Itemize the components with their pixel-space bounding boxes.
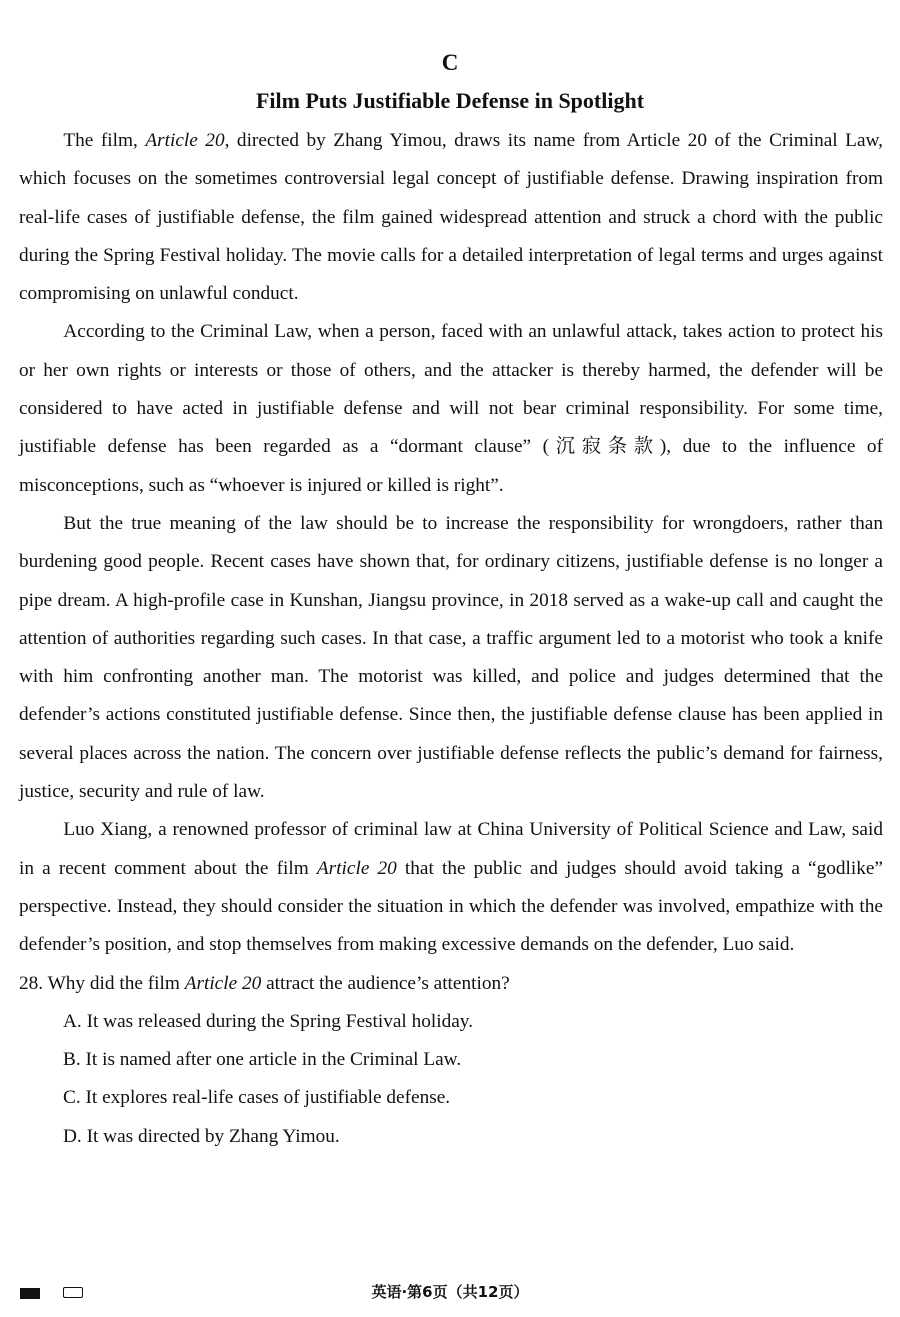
- option-c[interactable]: [19, 1079, 883, 1117]
- text-segment: that the public and judges should avoid taking a “godlike” perspective. Instead, they should consider the situation in which the defender was involved, empathize with the defender’s position, and stop themselves from making excessive demands on the defender, Luo said.: [19, 857, 883, 956]
- film-title-italic: Article 20: [145, 130, 225, 151]
- option-text: It explores real-life cases of justifiable defense.: [85, 1087, 451, 1109]
- paragraph-2: [19, 313, 883, 504]
- option-label: D.: [63, 1125, 82, 1147]
- text-segment: , directed by Zhang Yimou, draws its name from Article 20 of the Criminal Law, which focuses on the sometimes controversial legal concept of justifiable defense. Drawing inspiration from real-life cases of justifiable defense, the film gained widespread attention and struck a chord with the public during the Spring Festival holiday. The movie calls for a detailed interpretation of legal terms and urges against compromising on unlawful conduct.: [19, 130, 883, 305]
- option-a[interactable]: [19, 1003, 883, 1041]
- option-text: It was directed by Zhang Yimou.: [86, 1125, 340, 1147]
- page-number-label: 英语·第6页（共12页）: [371, 1283, 529, 1301]
- article-body: [19, 122, 883, 1156]
- option-d[interactable]: [19, 1118, 883, 1156]
- paragraph-3: [19, 505, 883, 811]
- option-text: It is named after one article in the Criminal Law.: [85, 1049, 462, 1071]
- section-letter: C: [441, 50, 459, 75]
- text-segment: Luo Xiang, a renowned professor of criminal law at China University of Political Science and Law, said in a recent comment about the film: [19, 819, 883, 879]
- text-segment: According to the Criminal Law, when a person, faced with an unlawful attack, takes action to protect his or her own rights or interests or those of others, and the attacker is thereby harmed, the defender will be considered to have acted in justifiable defense and will not bear criminal responsibility. For some time, justifiable defense has been regarded as a “dormant clause” (沉寂条款), due to the influence of misconceptions, such as “whoever is injured or killed is right”.: [19, 321, 883, 496]
- option-label: B.: [63, 1049, 81, 1071]
- question-stem-italic: Article 20: [184, 972, 262, 994]
- option-b[interactable]: [19, 1041, 883, 1079]
- option-text: It was released during the Spring Festival holiday.: [86, 1010, 474, 1032]
- film-title-italic: Article 20: [316, 857, 397, 879]
- question-stem-after: attract the audience’s attention?: [261, 972, 510, 994]
- question-stem-before: Why did the film: [47, 972, 185, 994]
- option-label: A.: [63, 1010, 82, 1032]
- option-label: C.: [63, 1087, 81, 1109]
- paragraph-4: [19, 811, 883, 964]
- text-segment: The film,: [63, 130, 146, 151]
- article-title: Film Puts Justifiable Defense in Spotlight: [255, 88, 645, 113]
- question-number: 28.: [19, 972, 44, 994]
- paragraph-1: [19, 122, 883, 313]
- question-28: [19, 965, 883, 1003]
- page-footer: [0, 1281, 900, 1305]
- text-segment: But the true meaning of the law should be to increase the responsibility for wrongdoers, rather than burdening good people. Recent cases have shown that, for ordinary citizens, justifiable defense is no longer a pipe dream. A high-profile case in Kunshan, Jiangsu province, in 2018 served as a wake-up call and caught the attention of authorities regarding such cases. In that case, a traffic argument led to a motorist who took a knife with him confronting another man. The motorist was killed, and police and judges determined that the defender’s actions constituted justifiable defense. Since then, the justifiable defense clause has been applied in several places across the nation. The concern over justifiable defense reflects the public’s demand for fairness, justice, security and rule of law.: [19, 512, 883, 803]
